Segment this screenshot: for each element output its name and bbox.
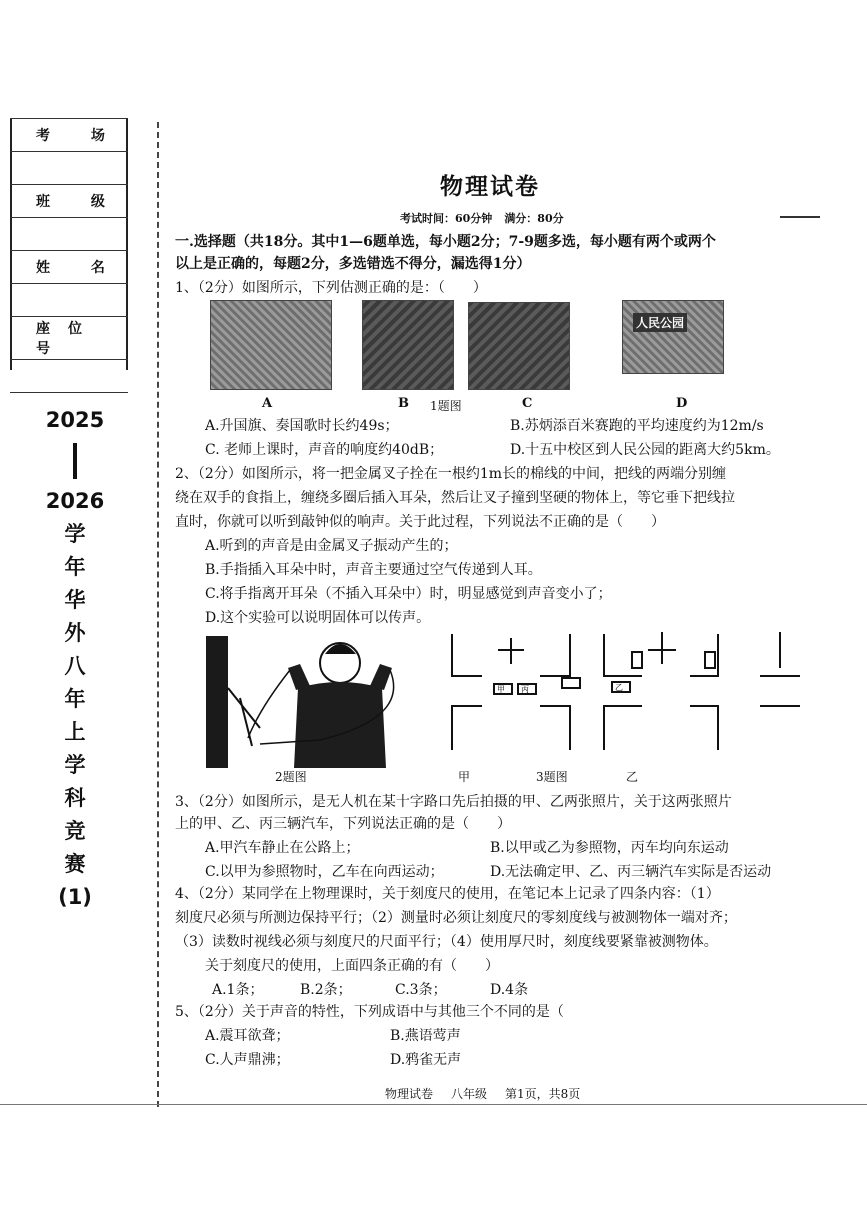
q3-line2: 上的甲、乙、丙三辆汽车，下列说法正确的是（ ） xyxy=(175,816,511,832)
vtitle-char: 外 xyxy=(64,621,86,645)
footer-grade: 八年级 xyxy=(451,1087,488,1101)
vtitle-char: 竞 xyxy=(64,819,86,843)
vtitle-bar xyxy=(73,443,77,479)
fig2-fork-experiment xyxy=(206,636,394,768)
vertical-exam-title xyxy=(40,410,110,920)
q5-option-b: B.燕语莺声 xyxy=(390,1028,461,1044)
fig3-yi-caption: 乙 xyxy=(626,770,639,784)
q4-option-d: D.4条 xyxy=(490,982,529,998)
car-label-bing: 丙 xyxy=(521,685,529,694)
section-heading-line1: 一.选择题（共18分。其中1—6题单选，每小题2分；7-9题多选，每小题有两个或两个 xyxy=(175,234,716,250)
vtitle-char: 赛 xyxy=(64,852,86,876)
q1-label-d: D xyxy=(676,396,688,411)
vtitle-char: 2025 xyxy=(45,408,105,432)
student-info-table xyxy=(10,118,128,393)
exam-meta xyxy=(400,210,564,226)
fig3-intersection-yi xyxy=(562,632,800,750)
fig2-caption: 2题图 xyxy=(275,770,307,784)
q1-label-a: A xyxy=(262,396,273,411)
field-blank xyxy=(10,360,128,393)
q1-label-c: C xyxy=(522,396,533,411)
field-blank xyxy=(10,152,128,185)
q4-line2: 刻度尺必须与所测边保持平行；（2）测量时必须让刻度尺的零刻度线与被测物体一端对齐； xyxy=(175,910,737,926)
vtitle-char: 年 xyxy=(64,687,86,711)
q5-option-c: C.人声鼎沸； xyxy=(205,1052,290,1068)
q3-option-c: C.以甲为参照物时，乙车在向西运动； xyxy=(205,864,444,880)
q2-line1: 2、（2分）如图所示，将一把金属叉子拴在一根约1m长的棉线的中间，把线的两端分别缠 xyxy=(175,466,726,482)
q5-option-d: D.鸦雀无声 xyxy=(390,1052,462,1068)
q3-line1: 3、（2分）如图所示，是无人机在某十字路口先后拍摄的甲、乙两张照片，关于这两张照片 xyxy=(175,794,732,810)
q1-photo-sprinter xyxy=(362,300,454,390)
q2-option-d: D.这个实验可以说明固体可以传声。 xyxy=(205,610,431,626)
section-heading-line2: 以上是正确的，每题2分，多选错选不得分，漏选得1分） xyxy=(175,256,531,272)
vtitle-char: 八 xyxy=(64,654,86,678)
q2-option-a: A.听到的声音是由金属叉子振动产生的； xyxy=(205,538,458,554)
vtitle-char: (1) xyxy=(58,885,92,909)
field-exam-room: 考 场 xyxy=(10,119,128,152)
q4-line4: 关于刻度尺的使用，上面四条正确的有（ ） xyxy=(205,958,499,974)
vtitle-char: 上 xyxy=(64,720,86,744)
field-seat-number: 座位号 xyxy=(10,317,128,360)
fig3-caption: 3题图 xyxy=(536,770,568,784)
q4-option-a: A.1条； xyxy=(212,982,264,998)
q1-photo-flag-raising xyxy=(210,300,332,390)
q1-photo-teacher xyxy=(468,302,570,390)
exam-score: 满分：80分 xyxy=(504,212,564,225)
vtitle-char: 2026 xyxy=(45,489,105,513)
q2-option-c: C.将手指离开耳朵（不插入耳朵中）时，明显感觉到声音变小了； xyxy=(205,586,612,602)
q4-option-b: B.2条； xyxy=(300,982,352,998)
q2-line3: 直时，你就可以听到敲钟似的响声。关于此过程，下列说法不正确的是（ ） xyxy=(175,514,665,530)
field-blank xyxy=(10,218,128,251)
q1-option-b: B.苏炳添百米赛跑的平均速度约为12m/s xyxy=(510,418,764,434)
footer-divider xyxy=(0,1104,867,1105)
vtitle-char: 年 xyxy=(64,555,86,579)
q1-photo-park-sign xyxy=(622,300,724,374)
car-label-yi: 乙 xyxy=(615,683,623,692)
fig3-intersection-jia xyxy=(452,634,570,750)
park-sign-text: 人民公园 xyxy=(633,313,687,332)
figures-row xyxy=(200,628,820,768)
binding-dash-line xyxy=(157,122,159,1107)
q1-fig-caption: 1题图 xyxy=(430,399,462,413)
q3-option-d: D.无法确定甲、乙、丙三辆汽车实际是否运动 xyxy=(490,864,772,880)
fig3-jia-caption: 甲 xyxy=(458,770,471,784)
page-footer xyxy=(385,1085,598,1102)
q2-line2: 绕在双手的食指上，缠绕多圈后插入耳朵，然后让叉子撞到坚硬的物体上，等它垂下把线拉 xyxy=(175,490,735,506)
q4-line1: 4、（2分）某同学在上物理课时，关于刻度尺的使用，在笔记本上记录了四条内容：（1） xyxy=(175,886,720,902)
q3-option-b: B.以甲或乙为参照物，丙车均向东运动 xyxy=(490,840,729,856)
car-label-jia: 甲 xyxy=(497,685,505,694)
q1-stem: 1、（2分）如图所示，下列估测正确的是：（ ） xyxy=(175,280,487,296)
q3-option-a: A.甲汽车静止在公路上； xyxy=(205,840,360,856)
exam-time: 考试时间：60分钟 xyxy=(400,212,493,225)
q4-line3: （3）读数时视线必须与刻度尺的尺面平行；（4）使用厚尺时，刻度线要紧靠被测物体。 xyxy=(175,934,718,950)
q5-stem: 5、（2分）关于声音的特性，下列成语中与其他三个不同的是（ xyxy=(175,1004,564,1020)
vtitle-char: 学 xyxy=(64,753,86,777)
q1-label-b: B xyxy=(398,396,409,411)
q1-option-a: A.升国旗、奏国歌时长约49s； xyxy=(205,418,399,434)
footer-page: 第1页，共8页 xyxy=(505,1087,581,1101)
q4-option-c: C.3条； xyxy=(395,982,447,998)
vtitle-char: 学 xyxy=(64,522,86,546)
q1-option-c: C. 老师上课时，声音的响度约40dB； xyxy=(205,442,444,458)
footer-subject: 物理试卷 xyxy=(385,1087,434,1101)
field-class: 班 级 xyxy=(10,185,128,218)
scan-mark xyxy=(780,216,820,218)
q1-option-d: D.十五中校区到人民公园的距离大约5km。 xyxy=(510,442,780,458)
page-title: 物理试卷 xyxy=(440,173,540,200)
q5-option-a: A.震耳欲聋； xyxy=(205,1028,290,1044)
field-blank xyxy=(10,284,128,317)
q2-option-b: B.手指插入耳朵中时，声音主要通过空气传递到人耳。 xyxy=(205,562,542,578)
field-name: 姓 名 xyxy=(10,251,128,284)
vtitle-char: 科 xyxy=(64,786,86,810)
vtitle-char: 华 xyxy=(64,588,86,612)
